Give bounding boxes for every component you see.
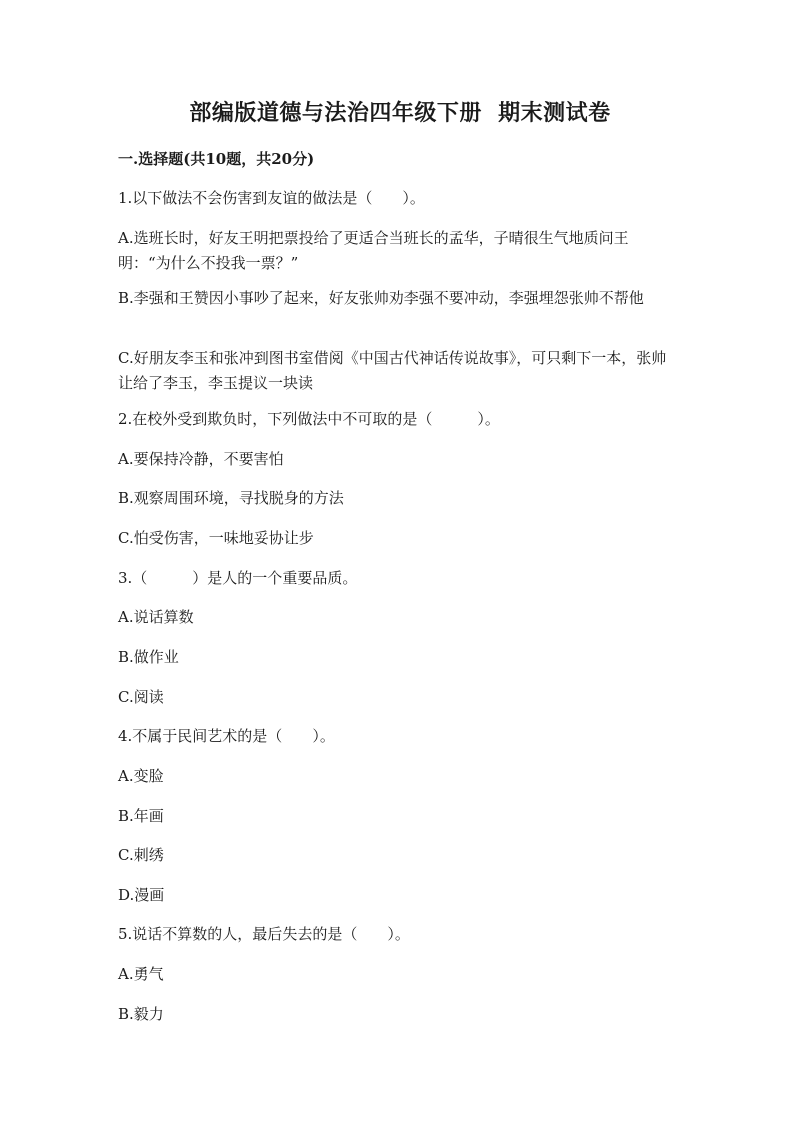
exam-title: 部编版道德与法治四年级下册 期末测试卷 bbox=[189, 100, 611, 126]
question-4-option-b: B.年画 bbox=[118, 807, 164, 825]
question-3-option-b: B.做作业 bbox=[118, 648, 179, 666]
question-2-stem: 2.在校外受到欺负时，下列做法中不可取的是（ ）。 bbox=[118, 410, 500, 428]
question-3-option-a: A.说话算数 bbox=[118, 608, 194, 626]
question-4-option-c: C.刺绣 bbox=[118, 846, 164, 864]
question-4-option-d: D.漫画 bbox=[118, 886, 165, 904]
question-3-stem: 3.（ ）是人的一个重要品质。 bbox=[118, 569, 358, 587]
question-2-option-c: C.怕受伤害，一味地妥协让步 bbox=[118, 529, 314, 547]
question-4-option-a: A.变脸 bbox=[118, 767, 164, 785]
question-1-stem: 1.以下做法不会伤害到友谊的做法是（ ）。 bbox=[118, 189, 425, 207]
question-1-option-b: B.李强和王赞因小事吵了起来，好友张帅劝李强不要冲动，李强埋怨张帅不帮他 bbox=[118, 289, 644, 307]
question-3-option-c: C.阅读 bbox=[118, 688, 164, 706]
section-heading: 一.选择题(共10题，共20分) bbox=[118, 150, 315, 168]
question-2-option-b: B.观察周围环境，寻找脱身的方法 bbox=[118, 489, 344, 507]
question-1-option-c: C.好朋友李玉和张冲到图书室借阅《中国古代神话传说故事》，可只剩下一本，张帅让给了李玉，李玉提议一块读 bbox=[118, 349, 667, 392]
question-4-stem: 4.不属于民间艺术的是（ ）。 bbox=[118, 727, 335, 745]
question-5-stem: 5.说话不算数的人，最后失去的是（ ）。 bbox=[118, 925, 410, 943]
question-5-option-a: A.勇气 bbox=[118, 965, 164, 983]
question-2-option-a: A.要保持冷静，不要害怕 bbox=[118, 450, 284, 468]
question-5-option-b: B.毅力 bbox=[118, 1005, 164, 1023]
question-1-option-a: A.选班长时，好友王明把票投给了更适合当班长的孟华，子晴很生气地质问王明：“为什么不投我一票？” bbox=[118, 229, 629, 272]
